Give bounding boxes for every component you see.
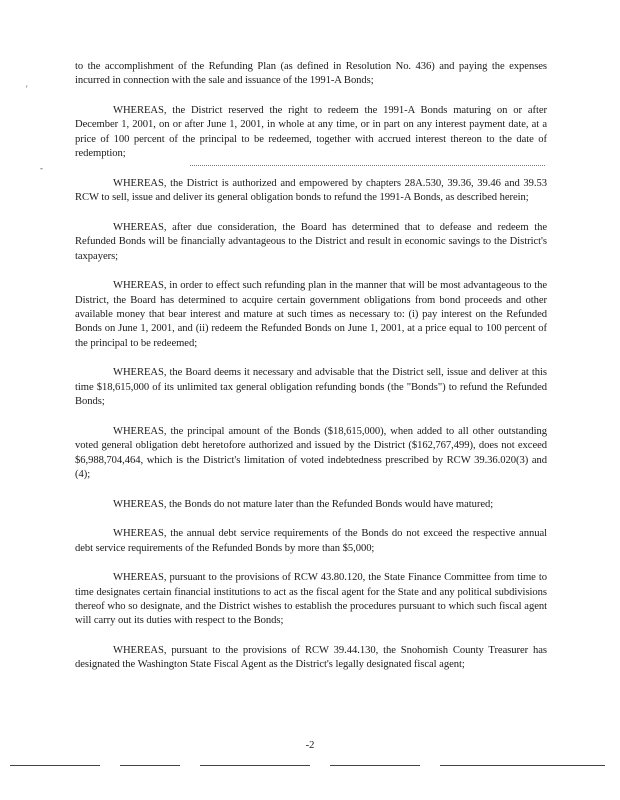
paragraph-whereas-issue-bonds: WHEREAS, the Board deems it necessary and advisable that the District sell, issue and deliver at this time $18,615,000 of its unlimited tax general obligation refunding bonds (the "Bonds") to refund the Refunded Bonds; [75,367,547,408]
paragraph-whereas-principal-amount: WHEREAS, the principal amount of the Bonds ($18,615,000), when added to all other outstanding voted general obligation debt heretofore authorized and issued by the District ($162,767,499), does not exceed $6,988,704,464, which is the District's limitation of voted indebtedness prescribed by RCW 39.36.020(3) and (4); [75,425,547,481]
paragraph-whereas-maturity: WHEREAS, the Bonds do not mature later than the Refunded Bonds would have matured; [113,498,494,510]
paragraph-continuation: to the accomplishment of the Refunding Plan (as defined in Resolution No. 436) and paying the expenses incurred in connection with the sale and issuance of the 1991-A Bonds; [75,61,547,87]
margin-mark: - [40,163,43,173]
footer-rule [120,765,180,766]
margin-mark: ' [26,84,28,94]
paragraph-whereas-fiscal-agent-rcw: WHEREAS, pursuant to the provisions of RCW 43.80.120, the State Finance Committee from time to time designates certain financial institutions to act as the fiscal agent for the State and any political subdivisions thereof who so designate, and the District wishes to establish the procedures pursuant to which such fiscal agent will carry out its duties with respect to the Bonds; [75,572,547,627]
footer-rule [330,765,420,766]
footer-rule [10,765,100,766]
page-number: -2 [305,740,315,751]
paragraph-whereas-authority: WHEREAS, the District is authorized and empowered by chapters 28A.530, 39.36, 39.46 and 39.53 RCW to sell, issue and deliver its general obligation bonds to refund the 1991-A Bonds, as described herein; [75,177,547,204]
paragraph-whereas-treasurer: WHEREAS, pursuant to the provisions of RCW 39.44.130, the Snohomish County Treasurer has designated the Washington State Fiscal Agent as the District's legally designated fiscal agent; [75,645,547,671]
footer-rule [440,765,605,766]
document-body [75,60,547,688]
paragraph-whereas-redemption-right: WHEREAS, the District reserved the right to redeem the 1991-A Bonds maturing on or after December 1, 2001, on or after June 1, 2001, in whole at any time, or in part on any interest payment date, at a price of 100 percent of the principal to be redeemed, together with accrued interest thereon to the date of redemption; [75,105,547,160]
paragraph-whereas-refunding-plan: WHEREAS, in order to effect such refunding plan in the manner that will be most advantageous to the District, the Board has determined to acquire certain government obligations from bond proceeds and other available money that bear interest and mature at such times as necessary to: (i) pay interest on the Refunded Bonds on June 1, 2001, and (ii) redeem the Refunded Bonds on June 1, 2001, at a price equal to 100 percent of the principal to be redeemed; [75,280,547,349]
footer-rule [200,765,310,766]
paragraph-whereas-advantageous: WHEREAS, after due consideration, the Board has determined that to defease and redeem the Refunded Bonds will be financially advantageous to the District and result in economic savings to the District's taxpayers; [75,221,547,262]
paragraph-whereas-debt-service: WHEREAS, the annual debt service requirements of the Bonds do not exceed the respective annual debt service requirements of the Refunded Bonds by more than $5,000; [75,528,547,554]
